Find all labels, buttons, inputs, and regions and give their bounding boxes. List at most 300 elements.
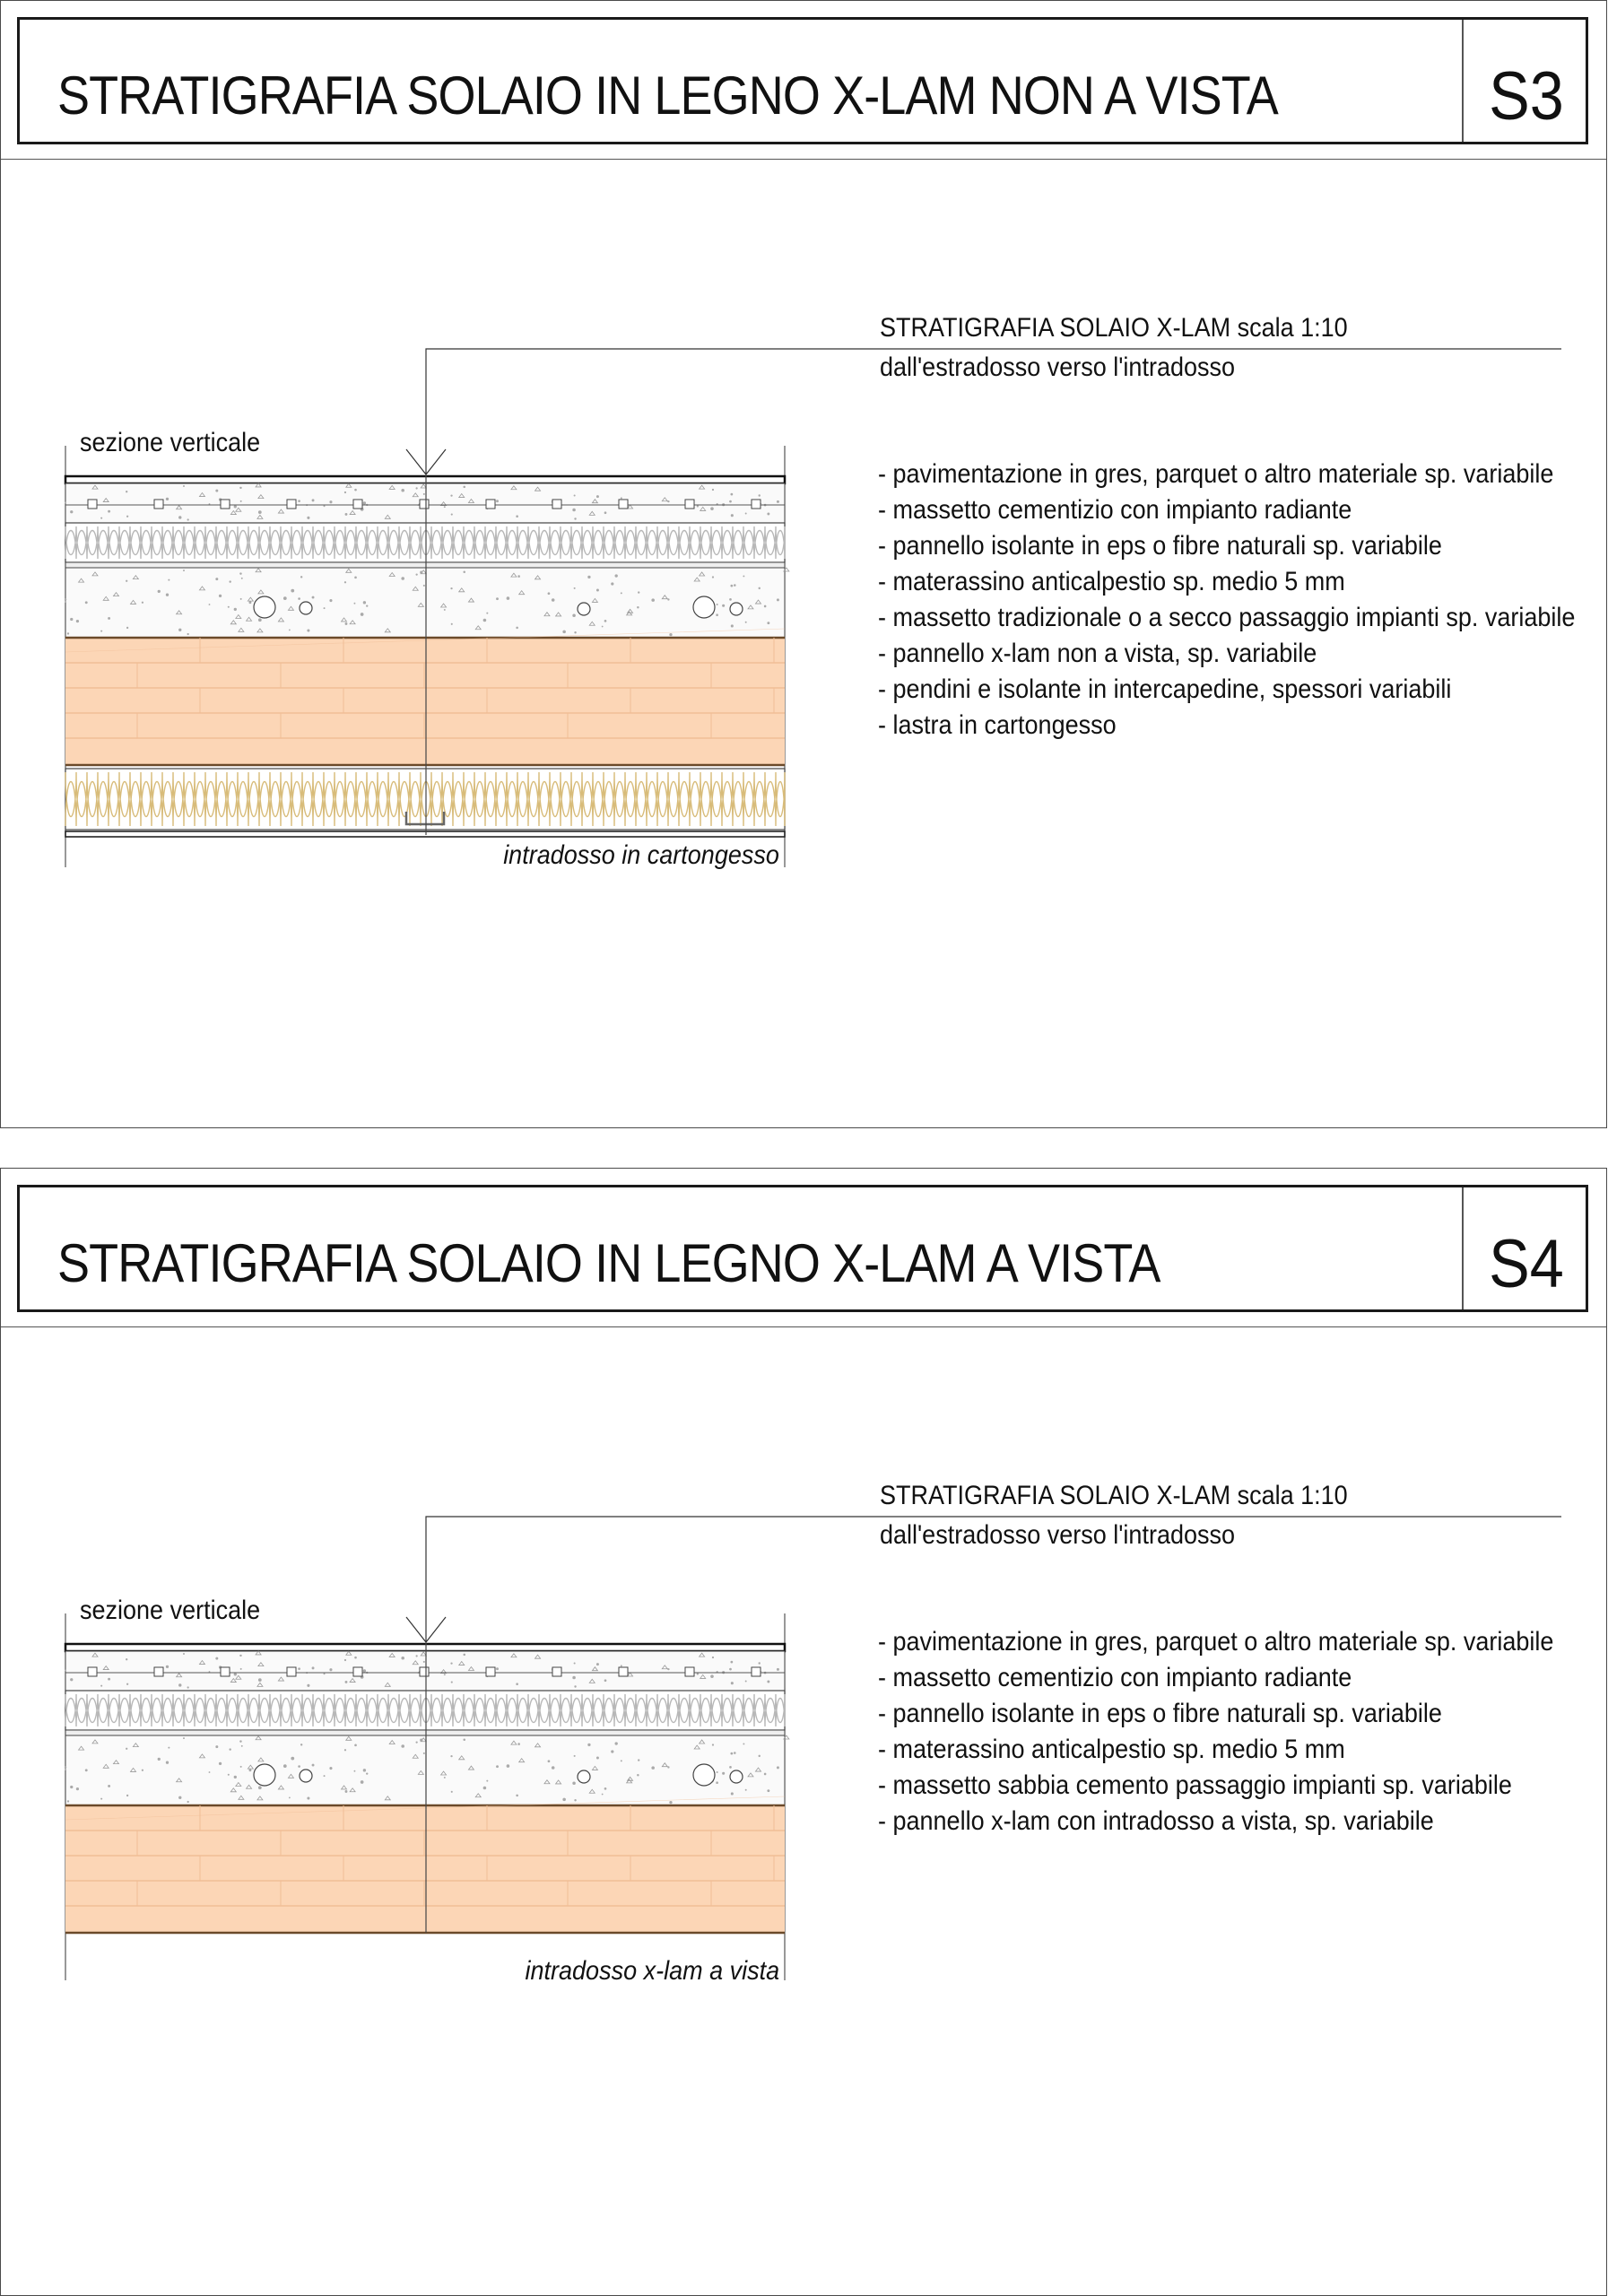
screed-aggregate bbox=[423, 1661, 425, 1663]
screed-aggregate bbox=[239, 572, 241, 574]
screed-aggregate bbox=[258, 1678, 262, 1682]
screed-aggregate bbox=[178, 1683, 181, 1686]
screed-aggregate bbox=[729, 500, 732, 503]
screed-aggregate bbox=[183, 570, 185, 571]
screed-aggregate bbox=[574, 1755, 576, 1757]
screed-aggregate bbox=[507, 596, 510, 600]
xlam-panel-layer bbox=[65, 638, 785, 765]
screed-aggregate bbox=[759, 1755, 761, 1757]
screed-aggregate bbox=[450, 1662, 452, 1664]
screed-aggregate bbox=[745, 513, 747, 515]
layer-item: - pendini e isolante in intercapedine, spessori variabili bbox=[878, 674, 1452, 704]
screed-aggregate bbox=[241, 1745, 243, 1747]
radiant-pipe-clip bbox=[552, 500, 561, 509]
screed-aggregate bbox=[716, 613, 718, 616]
screed-aggregate bbox=[354, 1657, 357, 1659]
screed-aggregate bbox=[291, 1757, 294, 1761]
screed-aggregate bbox=[126, 1658, 127, 1660]
screed-aggregate bbox=[416, 487, 418, 489]
screed-aggregate bbox=[329, 500, 332, 503]
screed-aggregate bbox=[258, 618, 262, 622]
service-pipe bbox=[300, 602, 312, 614]
screed-aggregate bbox=[100, 631, 102, 632]
screed-aggregate bbox=[126, 580, 127, 582]
radiant-pipe-clip bbox=[353, 500, 362, 509]
screed-aggregate bbox=[108, 1785, 110, 1787]
screed-aggregate bbox=[344, 1749, 346, 1751]
screed-aggregate bbox=[669, 633, 672, 636]
screed-aggregate bbox=[602, 626, 604, 628]
screed-aggregate bbox=[187, 633, 189, 635]
screed-aggregate bbox=[354, 577, 357, 579]
direction-note: dall'estradosso verso l'intradosso bbox=[880, 352, 1236, 382]
screed-aggregate bbox=[178, 1796, 181, 1799]
screed-aggregate bbox=[142, 602, 143, 604]
screed-aggregate bbox=[604, 620, 607, 622]
screed-aggregate bbox=[168, 579, 169, 581]
screed-aggregate bbox=[496, 597, 499, 600]
scale-heading: STRATIGRAFIA SOLAIO X-LAM scala 1:10 bbox=[880, 1481, 1348, 1510]
layer-item: - pannello x-lam con intradosso a vista, sp. variabile bbox=[878, 1806, 1434, 1836]
screed-aggregate bbox=[307, 1796, 309, 1799]
screed-aggregate bbox=[178, 629, 181, 631]
screed-aggregate bbox=[166, 594, 169, 596]
screed-aggregate bbox=[745, 1681, 747, 1683]
plasterboard-layer bbox=[65, 831, 785, 837]
screed-aggregate bbox=[289, 1797, 291, 1799]
screed-aggregate bbox=[516, 627, 518, 630]
screed-aggregate bbox=[312, 1666, 315, 1669]
screed-aggregate bbox=[548, 1760, 551, 1762]
screed-aggregate bbox=[731, 1682, 734, 1684]
screed-aggregate bbox=[587, 576, 590, 578]
screed-aggregate bbox=[300, 576, 302, 578]
radiant-pipe-clip bbox=[685, 500, 694, 509]
radiant-pipe-clip bbox=[420, 1667, 429, 1676]
screed-aggregate bbox=[401, 577, 404, 580]
screed-aggregate bbox=[354, 1744, 357, 1747]
service-pipe bbox=[254, 596, 275, 618]
floor-section bbox=[65, 1517, 1561, 1980]
screed-aggregate bbox=[416, 1741, 418, 1743]
layer-item: - pavimentazione in gres, parquet o altro materiale sp. variabile bbox=[878, 1627, 1554, 1657]
radiant-pipe-clip bbox=[287, 500, 296, 509]
screed-aggregate bbox=[463, 486, 465, 489]
screed-aggregate bbox=[241, 578, 243, 579]
section-drawing bbox=[1, 1, 1608, 898]
screed-aggregate bbox=[486, 1780, 488, 1782]
screed-aggregate bbox=[229, 1748, 230, 1750]
screed-aggregate bbox=[85, 601, 88, 604]
screed-aggregate bbox=[516, 1795, 518, 1797]
leader-line bbox=[426, 1517, 1561, 1642]
screed-aggregate bbox=[126, 627, 128, 629]
screed-aggregate bbox=[363, 1669, 366, 1672]
screed-aggregate bbox=[669, 1801, 672, 1804]
layer-item: - massetto cementizio con impianto radiante bbox=[878, 495, 1352, 525]
screed-aggregate bbox=[764, 605, 767, 608]
screed-aggregate bbox=[329, 599, 332, 602]
screed-aggregate bbox=[183, 1737, 185, 1739]
screed-aggregate bbox=[777, 1668, 779, 1671]
screed-aggregate bbox=[759, 494, 761, 496]
screed-aggregate bbox=[463, 570, 465, 573]
screed-aggregate bbox=[496, 1667, 499, 1670]
screed-aggregate bbox=[638, 591, 639, 593]
panel-s3 bbox=[0, 0, 1607, 1128]
screed-aggregate bbox=[345, 622, 348, 625]
radiant-pipe-clip bbox=[154, 1667, 163, 1676]
screed-aggregate bbox=[730, 1752, 733, 1755]
screed-aggregate bbox=[637, 606, 639, 608]
sheet-title: STRATIGRAFIA SOLAIO IN LEGNO X-LAM NON A VISTA bbox=[57, 65, 1278, 126]
screed-aggregate bbox=[767, 1681, 769, 1683]
screed-aggregate bbox=[67, 632, 69, 634]
layer-item: - materassino anticalpestio sp. medio 5 mm bbox=[878, 1735, 1345, 1764]
screed-aggregate bbox=[451, 623, 453, 625]
screed-aggregate bbox=[65, 1670, 66, 1672]
sheet-title: STRATIGRAFIA SOLAIO IN LEGNO X-LAM A VISTA bbox=[57, 1233, 1160, 1293]
screed-aggregate bbox=[249, 1769, 252, 1771]
screed-aggregate bbox=[463, 1738, 465, 1741]
sheet-code: S3 bbox=[1489, 58, 1564, 135]
screed-aggregate bbox=[621, 1760, 622, 1761]
screed-aggregate bbox=[604, 1787, 607, 1790]
screed-aggregate bbox=[76, 1787, 79, 1790]
screed-aggregate bbox=[158, 1758, 161, 1761]
flooring-layer bbox=[65, 1644, 785, 1651]
screed-aggregate bbox=[366, 604, 368, 606]
layer-item: - pannello x-lam non a vista, sp. variabile bbox=[878, 639, 1317, 668]
screed-aggregate bbox=[767, 1789, 769, 1792]
screed-aggregate bbox=[187, 1801, 189, 1803]
screed-aggregate bbox=[596, 1756, 599, 1759]
section-label: sezione verticale bbox=[80, 1596, 261, 1625]
screed-aggregate bbox=[611, 1750, 613, 1752]
screed-aggregate bbox=[240, 598, 242, 600]
screed-aggregate bbox=[366, 1772, 368, 1774]
screed-aggregate bbox=[614, 574, 617, 577]
panel-s4 bbox=[0, 1168, 1607, 2296]
screed-aggregate bbox=[324, 1775, 326, 1777]
screed-aggregate bbox=[759, 587, 761, 589]
screed-aggregate bbox=[187, 1686, 189, 1688]
screed-aggregate bbox=[507, 1764, 510, 1768]
service-pipe bbox=[578, 1770, 590, 1783]
radiant-pipe-clip bbox=[486, 1667, 495, 1676]
screed-aggregate bbox=[298, 597, 300, 600]
layer-item: - pavimentazione in gres, parquet o altro materiale sp. variabile bbox=[878, 459, 1554, 489]
screed-aggregate bbox=[363, 501, 366, 504]
screed-aggregate bbox=[621, 1665, 622, 1666]
screed-aggregate bbox=[234, 1673, 237, 1675]
screed-aggregate bbox=[574, 1662, 576, 1664]
screed-aggregate bbox=[638, 1759, 639, 1761]
screed-aggregate bbox=[209, 604, 211, 605]
layer-item: - massetto tradizionale o a secco passaggio impianti sp. variabile bbox=[878, 603, 1576, 632]
screed-aggregate bbox=[572, 509, 576, 512]
screed-aggregate bbox=[712, 489, 714, 491]
layer-item: - pannello isolante in eps o fibre naturali sp. variabile bbox=[878, 531, 1442, 561]
screed-aggregate bbox=[354, 603, 356, 604]
screed-aggregate bbox=[516, 515, 518, 517]
screed-aggregate bbox=[777, 500, 779, 503]
screed-aggregate bbox=[596, 1663, 599, 1665]
screed-aggregate bbox=[329, 1767, 332, 1770]
screed-aggregate bbox=[215, 490, 218, 492]
screed-aggregate bbox=[611, 582, 613, 585]
screed-aggregate bbox=[126, 1748, 127, 1750]
screed-aggregate bbox=[65, 502, 66, 504]
service-pipe bbox=[300, 1770, 312, 1782]
screed-aggregate bbox=[67, 1800, 69, 1802]
screed-aggregate bbox=[574, 587, 576, 589]
screed-aggregate bbox=[401, 1744, 404, 1748]
screed-aggregate bbox=[734, 1752, 736, 1754]
section-label: sezione verticale bbox=[80, 428, 261, 457]
screed-aggregate bbox=[344, 581, 346, 583]
screed-aggregate bbox=[183, 1653, 185, 1655]
screed-aggregate bbox=[215, 1745, 218, 1748]
screed-aggregate bbox=[767, 622, 769, 624]
screed-aggregate bbox=[712, 1657, 714, 1658]
screed-aggregate bbox=[219, 595, 222, 597]
screed-aggregate bbox=[65, 1766, 66, 1768]
radiant-pipe-clip bbox=[685, 1667, 694, 1676]
screed-aggregate bbox=[729, 1766, 732, 1769]
screed-aggregate bbox=[158, 590, 161, 593]
direction-note: dall'estradosso verso l'intradosso bbox=[880, 1520, 1236, 1550]
screed-aggregate bbox=[730, 1661, 733, 1664]
screed-aggregate bbox=[731, 1792, 734, 1795]
layer-item: - massetto sabbia cemento passaggio impianti sp. variabile bbox=[878, 1770, 1512, 1800]
screed-aggregate bbox=[710, 507, 714, 510]
screed-aggregate bbox=[401, 1657, 404, 1660]
screed-aggregate bbox=[759, 1662, 761, 1664]
service-pipe bbox=[693, 596, 715, 618]
screed-aggregate bbox=[712, 1744, 714, 1745]
screed-aggregate bbox=[450, 587, 452, 589]
screed-aggregate bbox=[743, 1743, 744, 1744]
screed-aggregate bbox=[166, 1761, 169, 1764]
xlam-panel-layer bbox=[65, 1805, 785, 1933]
screed-aggregate bbox=[596, 495, 599, 498]
screed-aggregate bbox=[239, 1740, 241, 1742]
screed-aggregate bbox=[496, 500, 499, 502]
screed-aggregate bbox=[219, 1762, 222, 1765]
screed-aggregate bbox=[70, 618, 73, 621]
screed-aggregate bbox=[614, 1742, 617, 1744]
screed-aggregate bbox=[249, 601, 252, 604]
screed-aggregate bbox=[126, 516, 128, 517]
radiant-pipe-clip bbox=[221, 1667, 230, 1676]
screed-aggregate bbox=[229, 580, 230, 582]
screed-aggregate bbox=[450, 494, 452, 496]
screed-aggregate bbox=[777, 1766, 779, 1769]
screed-aggregate bbox=[486, 613, 488, 614]
ceiling-label: intradosso x-lam a vista bbox=[525, 1956, 779, 1986]
screed-aggregate bbox=[312, 596, 315, 599]
screed-aggregate bbox=[100, 1685, 102, 1687]
screed-aggregate bbox=[298, 1765, 300, 1768]
screed-aggregate bbox=[345, 1790, 348, 1793]
radiant-pipe-clip bbox=[88, 1667, 97, 1676]
screed-aggregate bbox=[596, 588, 599, 591]
screed-aggregate bbox=[651, 1766, 655, 1770]
screed-aggregate bbox=[209, 1771, 211, 1773]
screed-aggregate bbox=[187, 518, 189, 520]
screed-aggregate bbox=[745, 1789, 747, 1791]
screed-aggregate bbox=[697, 505, 699, 507]
screed-aggregate bbox=[764, 1773, 767, 1776]
scale-heading: STRATIGRAFIA SOLAIO X-LAM scala 1:10 bbox=[880, 313, 1348, 343]
impact-mat-layer bbox=[65, 1730, 785, 1735]
screed-aggregate bbox=[731, 514, 734, 517]
screed-aggregate bbox=[621, 497, 622, 499]
screed-aggregate bbox=[574, 517, 576, 519]
screed-aggregate bbox=[562, 631, 566, 634]
screed-aggregate bbox=[517, 1743, 520, 1745]
screed-aggregate bbox=[574, 1799, 576, 1801]
screed-aggregate bbox=[716, 1781, 718, 1784]
screed-aggregate bbox=[166, 1665, 169, 1668]
screed-aggregate bbox=[354, 489, 357, 491]
screed-aggregate bbox=[126, 1683, 128, 1685]
screed-aggregate bbox=[300, 1744, 302, 1745]
screed-aggregate bbox=[574, 1685, 576, 1687]
screed-aggregate bbox=[731, 624, 734, 627]
screed-aggregate bbox=[215, 578, 218, 580]
screed-aggregate bbox=[361, 613, 364, 616]
screed-aggregate bbox=[451, 1791, 453, 1793]
service-pipe bbox=[693, 1764, 715, 1786]
screed-aggregate bbox=[574, 631, 576, 633]
radiant-pipe-clip bbox=[420, 500, 429, 509]
screed-aggregate bbox=[444, 1674, 446, 1675]
screed-aggregate bbox=[100, 1798, 102, 1800]
screed-aggregate bbox=[743, 575, 744, 577]
screed-aggregate bbox=[324, 505, 326, 507]
screed-aggregate bbox=[142, 1770, 143, 1771]
screed-aggregate bbox=[483, 1787, 487, 1790]
screed-aggregate bbox=[70, 1678, 73, 1681]
screed-aggregate bbox=[651, 598, 655, 602]
leader-line bbox=[426, 349, 1561, 474]
screed-aggregate bbox=[85, 1769, 88, 1771]
screed-aggregate bbox=[166, 498, 169, 500]
screed-aggregate bbox=[312, 1764, 315, 1767]
service-pipe bbox=[578, 603, 590, 615]
radiant-pipe-clip bbox=[619, 1667, 628, 1676]
screed-aggregate bbox=[604, 511, 607, 514]
screed-aggregate bbox=[451, 514, 453, 516]
screed-aggregate bbox=[258, 1786, 262, 1789]
screed-aggregate bbox=[602, 1794, 604, 1796]
screed-aggregate bbox=[234, 608, 237, 611]
screed-aggregate bbox=[745, 622, 747, 623]
screed-aggregate bbox=[345, 1681, 348, 1683]
screed-aggregate bbox=[516, 1683, 518, 1685]
screed-aggregate bbox=[574, 494, 576, 496]
screed-aggregate bbox=[307, 517, 309, 519]
screed-aggregate bbox=[767, 513, 769, 516]
screed-aggregate bbox=[228, 606, 230, 608]
screed-aggregate bbox=[307, 1684, 309, 1687]
screed-aggregate bbox=[587, 1744, 590, 1746]
screed-aggregate bbox=[562, 1798, 566, 1802]
service-pipe bbox=[730, 603, 743, 615]
screed-aggregate bbox=[401, 489, 404, 492]
radiant-pipe-clip bbox=[486, 500, 495, 509]
screed-aggregate bbox=[712, 576, 714, 578]
screed-aggregate bbox=[572, 1781, 576, 1785]
screed-aggregate bbox=[70, 510, 73, 513]
screed-aggregate bbox=[126, 491, 127, 492]
radiant-pipe-clip bbox=[221, 500, 230, 509]
screed-aggregate bbox=[420, 571, 422, 574]
screed-aggregate bbox=[324, 607, 326, 609]
screed-aggregate bbox=[228, 1774, 230, 1776]
screed-aggregate bbox=[100, 517, 102, 519]
screed-aggregate bbox=[354, 1770, 356, 1772]
screed-aggregate bbox=[777, 598, 779, 601]
screed-aggregate bbox=[572, 1676, 576, 1680]
screed-aggregate bbox=[344, 491, 346, 493]
screed-aggregate bbox=[363, 601, 366, 604]
service-pipe bbox=[730, 1770, 743, 1783]
screed-aggregate bbox=[517, 575, 520, 578]
screed-aggregate bbox=[729, 598, 732, 601]
layer-item: - massetto cementizio con impianto radiante bbox=[878, 1663, 1352, 1692]
screed-aggregate bbox=[450, 1755, 452, 1757]
layer-item: - pannello isolante in eps o fibre naturali sp. variabile bbox=[878, 1699, 1442, 1728]
screed-aggregate bbox=[108, 510, 110, 513]
screed-aggregate bbox=[344, 1659, 346, 1661]
screed-aggregate bbox=[312, 499, 315, 501]
screed-aggregate bbox=[548, 592, 551, 595]
screed-aggregate bbox=[108, 617, 110, 620]
screed-aggregate bbox=[289, 630, 291, 631]
screed-aggregate bbox=[65, 598, 66, 600]
screed-aggregate bbox=[307, 629, 309, 631]
screed-aggregate bbox=[126, 1795, 128, 1796]
screed-aggregate bbox=[70, 1786, 73, 1788]
screed-aggregate bbox=[717, 1771, 718, 1773]
layer-item: - lastra in cartongesso bbox=[878, 710, 1117, 740]
screed-aggregate bbox=[324, 1673, 326, 1674]
radiant-pipe-clip bbox=[552, 1667, 561, 1676]
screed-aggregate bbox=[240, 500, 242, 502]
service-pipe bbox=[254, 1764, 275, 1786]
flooring-layer bbox=[65, 476, 785, 483]
radiant-pipe-clip bbox=[88, 500, 97, 509]
screed-aggregate bbox=[483, 619, 487, 622]
screed-aggregate bbox=[108, 1678, 110, 1681]
screed-aggregate bbox=[637, 1774, 639, 1776]
screed-aggregate bbox=[234, 505, 237, 508]
radiant-pipe-clip bbox=[154, 500, 163, 509]
screed-aggregate bbox=[420, 1739, 422, 1742]
radiant-pipe-clip bbox=[287, 1667, 296, 1676]
screed-aggregate bbox=[240, 1668, 242, 1670]
screed-aggregate bbox=[239, 1655, 241, 1657]
screed-aggregate bbox=[451, 1682, 453, 1683]
screed-aggregate bbox=[710, 1674, 714, 1678]
screed-aggregate bbox=[423, 493, 425, 495]
screed-aggregate bbox=[298, 1667, 300, 1670]
screed-aggregate bbox=[283, 596, 287, 600]
service-screed-layer bbox=[65, 568, 785, 638]
